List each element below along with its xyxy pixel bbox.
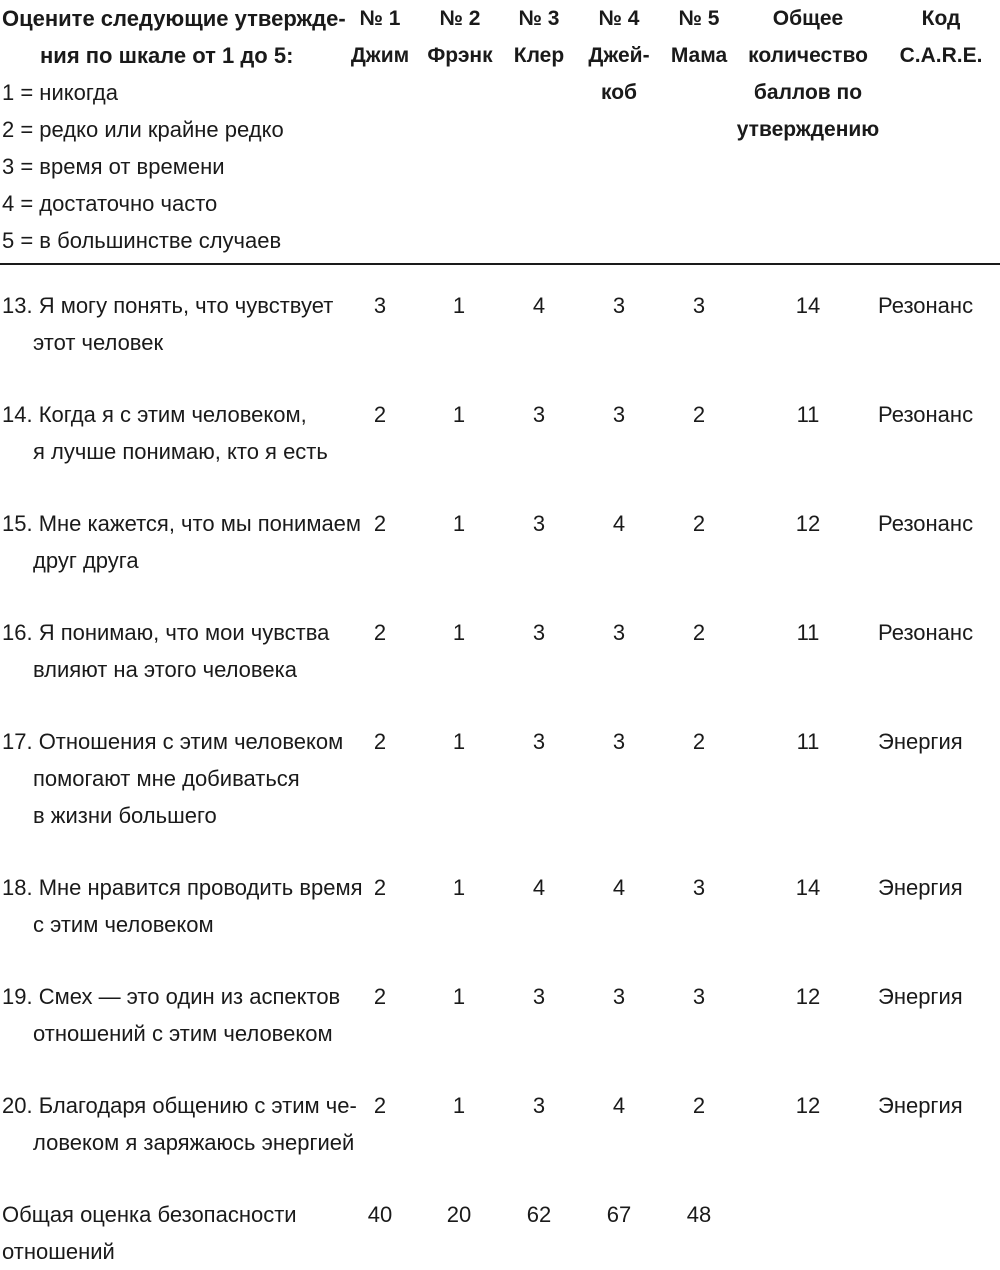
statement-line: 18. Мне нравится проводить время: [2, 875, 363, 900]
row-total: 12: [795, 511, 821, 536]
statement-line: друг друга: [33, 548, 139, 573]
score-cell: 4: [612, 1093, 626, 1118]
score-cell: 3: [612, 293, 626, 318]
statement-text: [2, 1087, 357, 1161]
score-cell: 4: [532, 293, 546, 318]
care-code: Энергия: [878, 875, 963, 900]
score-cell: 3: [612, 402, 626, 427]
total-row-label: [2, 1196, 297, 1270]
statement-line: 19. Смех — это один из аспектов: [2, 984, 341, 1009]
row-total: 14: [795, 293, 821, 318]
score-cell: 2: [373, 984, 387, 1009]
statement-line: 16. Я понимаю, что мои чувства: [2, 620, 330, 645]
statement-text: [2, 723, 343, 834]
score-cell: 2: [373, 729, 387, 754]
row-total: 11: [796, 729, 820, 754]
score-cell: 2: [373, 511, 387, 536]
care-code: Энергия: [878, 984, 963, 1009]
column-name-continued: коб: [600, 81, 638, 104]
score-cell: 2: [692, 402, 706, 427]
header-divider: [0, 263, 1000, 265]
total-label-line: отношений: [2, 1239, 115, 1264]
statement-text: [2, 614, 329, 688]
total-header-line: утверждению: [736, 118, 880, 141]
statement-line: отношений с этим человеком: [33, 1021, 333, 1046]
score-cell: 2: [692, 511, 706, 536]
care-code: Резонанс: [878, 402, 974, 427]
column-header-code: [886, 0, 996, 74]
score-cell: 3: [373, 293, 387, 318]
score-cell: 3: [692, 293, 706, 318]
code-header-line: Код: [921, 7, 961, 30]
row-total: 12: [795, 984, 821, 1009]
row-total: 14: [795, 875, 821, 900]
statement-line: 20. Благодаря общению с этим че-: [2, 1093, 357, 1118]
care-code: Резонанс: [878, 293, 974, 318]
total-score-4: 67: [606, 1202, 632, 1227]
total-label-line: Общая оценка безопасности: [2, 1202, 297, 1227]
score-cell: 2: [373, 875, 387, 900]
score-cell: 2: [373, 1093, 387, 1118]
score-cell: 1: [452, 984, 466, 1009]
care-code: Резонанс: [878, 620, 974, 645]
column-header-3: [504, 0, 574, 74]
row-total: 11: [796, 620, 820, 645]
score-cell: 3: [532, 729, 546, 754]
column-number: № 4: [598, 7, 640, 30]
column-name: Мама: [670, 44, 728, 67]
total-score-1: 40: [367, 1202, 393, 1227]
score-cell: 4: [612, 511, 626, 536]
score-cell: 1: [452, 1093, 466, 1118]
score-cell: 3: [532, 620, 546, 645]
instruction-line-1: Оцените следующие утвержде-: [2, 6, 346, 31]
total-score-3: 62: [526, 1202, 552, 1227]
score-cell: 1: [452, 620, 466, 645]
care-code: Резонанс: [878, 511, 974, 536]
score-cell: 4: [612, 875, 626, 900]
column-header-2: [420, 0, 500, 74]
scale-item-2: 2 = редко или крайне редко: [2, 117, 284, 142]
column-number: № 2: [439, 7, 481, 30]
total-score-2: 20: [446, 1202, 472, 1227]
score-cell: 3: [612, 620, 626, 645]
statement-line: 13. Я могу понять, что чувствует: [2, 293, 334, 318]
score-cell: 2: [692, 729, 706, 754]
statement-line: с этим человеком: [33, 912, 214, 937]
statement-line: 17. Отношения с этим человеком: [2, 729, 344, 754]
total-score-5: 48: [686, 1202, 712, 1227]
score-cell: 3: [532, 984, 546, 1009]
column-header-5: [664, 0, 734, 74]
statement-line: 14. Когда я с этим человеком,: [2, 402, 307, 427]
score-cell: 3: [532, 511, 546, 536]
column-number: № 3: [518, 7, 560, 30]
score-cell: 2: [373, 402, 387, 427]
statement-line: влияют на этого человека: [33, 657, 297, 682]
score-cell: 2: [692, 1093, 706, 1118]
scale-item-3: 3 = время от времени: [2, 154, 225, 179]
score-cell: 3: [612, 729, 626, 754]
score-cell: 2: [373, 620, 387, 645]
total-header-line: количество: [748, 44, 868, 67]
score-cell: 3: [692, 875, 706, 900]
statement-line: я лучше понимаю, кто я есть: [33, 439, 328, 464]
statement-line: 15. Мне кажется, что мы понимаем: [2, 511, 362, 536]
score-cell: 3: [692, 984, 706, 1009]
column-header-4: [584, 0, 654, 111]
statement-line: ловеком я заряжаюсь энергией: [33, 1130, 355, 1155]
statement-line: помогают мне добиваться: [33, 766, 300, 791]
score-cell: 1: [452, 293, 466, 318]
column-name: Джей-: [588, 44, 650, 67]
score-cell: 4: [532, 875, 546, 900]
code-header-line: C.A.R.E.: [899, 44, 983, 67]
score-cell: 3: [532, 1093, 546, 1118]
care-code: Энергия: [878, 1093, 963, 1118]
instruction-line-2: ния по шкале от 1 до 5:: [40, 43, 294, 68]
column-header-total: [730, 0, 886, 148]
scale-item-4: 4 = достаточно часто: [2, 191, 218, 216]
statement-line: этот человек: [33, 330, 164, 355]
statement-text: [2, 396, 328, 470]
statement-line: в жизни большего: [33, 803, 217, 828]
row-total: 11: [796, 402, 820, 427]
column-name: Джим: [350, 44, 410, 67]
statement-text: [2, 287, 333, 361]
score-cell: 3: [612, 984, 626, 1009]
column-header-1: [345, 0, 415, 74]
statement-text: [2, 978, 340, 1052]
column-number: № 1: [359, 7, 401, 30]
scale-item-5: 5 = в большинстве случаев: [2, 228, 282, 253]
column-name: Фрэнк: [427, 44, 493, 67]
total-header-line: баллов по: [753, 81, 863, 104]
score-cell: 1: [452, 402, 466, 427]
total-header-line: Общее: [772, 7, 844, 30]
score-cell: 2: [692, 620, 706, 645]
statement-text: [2, 869, 363, 943]
score-cell: 1: [452, 511, 466, 536]
care-code: Энергия: [878, 729, 963, 754]
column-name: Клер: [513, 44, 565, 67]
row-total: 12: [795, 1093, 821, 1118]
statement-text: [2, 505, 361, 579]
score-cell: 1: [452, 729, 466, 754]
column-number: № 5: [678, 7, 720, 30]
score-cell: 1: [452, 875, 466, 900]
scale-item-1: 1 = никогда: [2, 80, 118, 105]
score-cell: 3: [532, 402, 546, 427]
